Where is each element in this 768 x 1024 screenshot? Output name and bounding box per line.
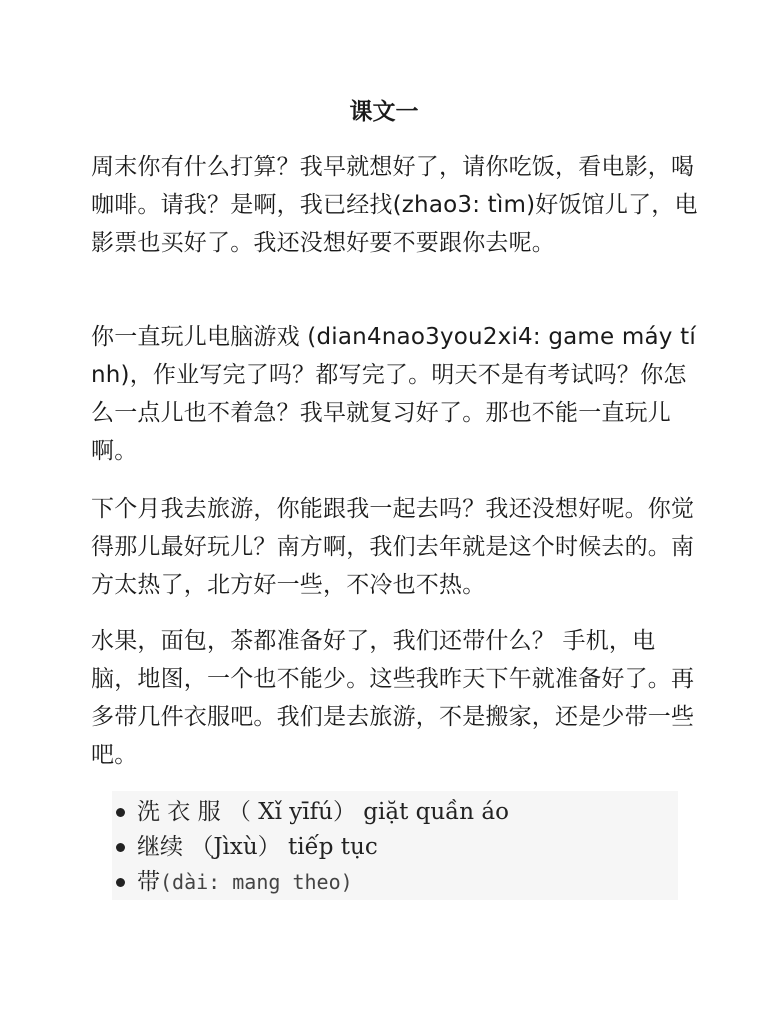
vocabulary-hanzi: 带: [137, 869, 160, 895]
vocabulary-box: [112, 791, 678, 900]
paragraph-3: 下个月我去旅游，你能跟我一起去吗？我还没想好呢。你觉得那儿最好玩儿？南方啊，我们去年就是这个时候去的。南方太热了，北方好一些，不冷也不热。: [91, 496, 695, 598]
vocabulary-item: [112, 795, 678, 830]
vocabulary-item: [112, 865, 678, 900]
vocabulary-gloss: (dài: mang theo): [160, 870, 353, 894]
bullet-icon: [116, 808, 125, 817]
paragraph-1: 周末你有什么打算？我早就想好了，请你吃饭，看电影，喝咖啡。请我？是啊，我已经找(zhao3: tìm)好饭馆儿了，电影票也买好了。我还没想好要不要跟你去呢。: [91, 154, 698, 256]
vocabulary-hanzi: 洗 衣 服: [137, 799, 221, 825]
paragraph-2: 你一直玩儿电脑游戏 (dian4nao3you2xi4: game máy tính)，作业写完了吗？都写完了。明天不是有考试吗？你怎么一点儿也不着急？我早就复习好了。那也不能一直玩儿啊。: [91, 324, 696, 464]
bullet-icon: [116, 843, 125, 852]
lesson-title: 课文一: [349, 99, 419, 125]
vocabulary-hanzi: 继续: [137, 834, 183, 860]
vocabulary-item: [112, 830, 678, 865]
vocabulary-gloss: （ Xǐ yīfú） giặt quần áo: [220, 799, 509, 825]
paragraph-4: 水果，面包，茶都准备好了，我们还带什么？ 手机，电脑，地图，一个也不能少。这些我昨天下午就准备好了。再多带几件衣服吧。我们是去旅游，不是搬家，还是少带一些吧。: [91, 628, 695, 768]
vocabulary-list: [112, 791, 678, 900]
bullet-icon: [116, 878, 125, 887]
vocabulary-gloss: （Jìxù） tiếp tục: [190, 834, 378, 860]
